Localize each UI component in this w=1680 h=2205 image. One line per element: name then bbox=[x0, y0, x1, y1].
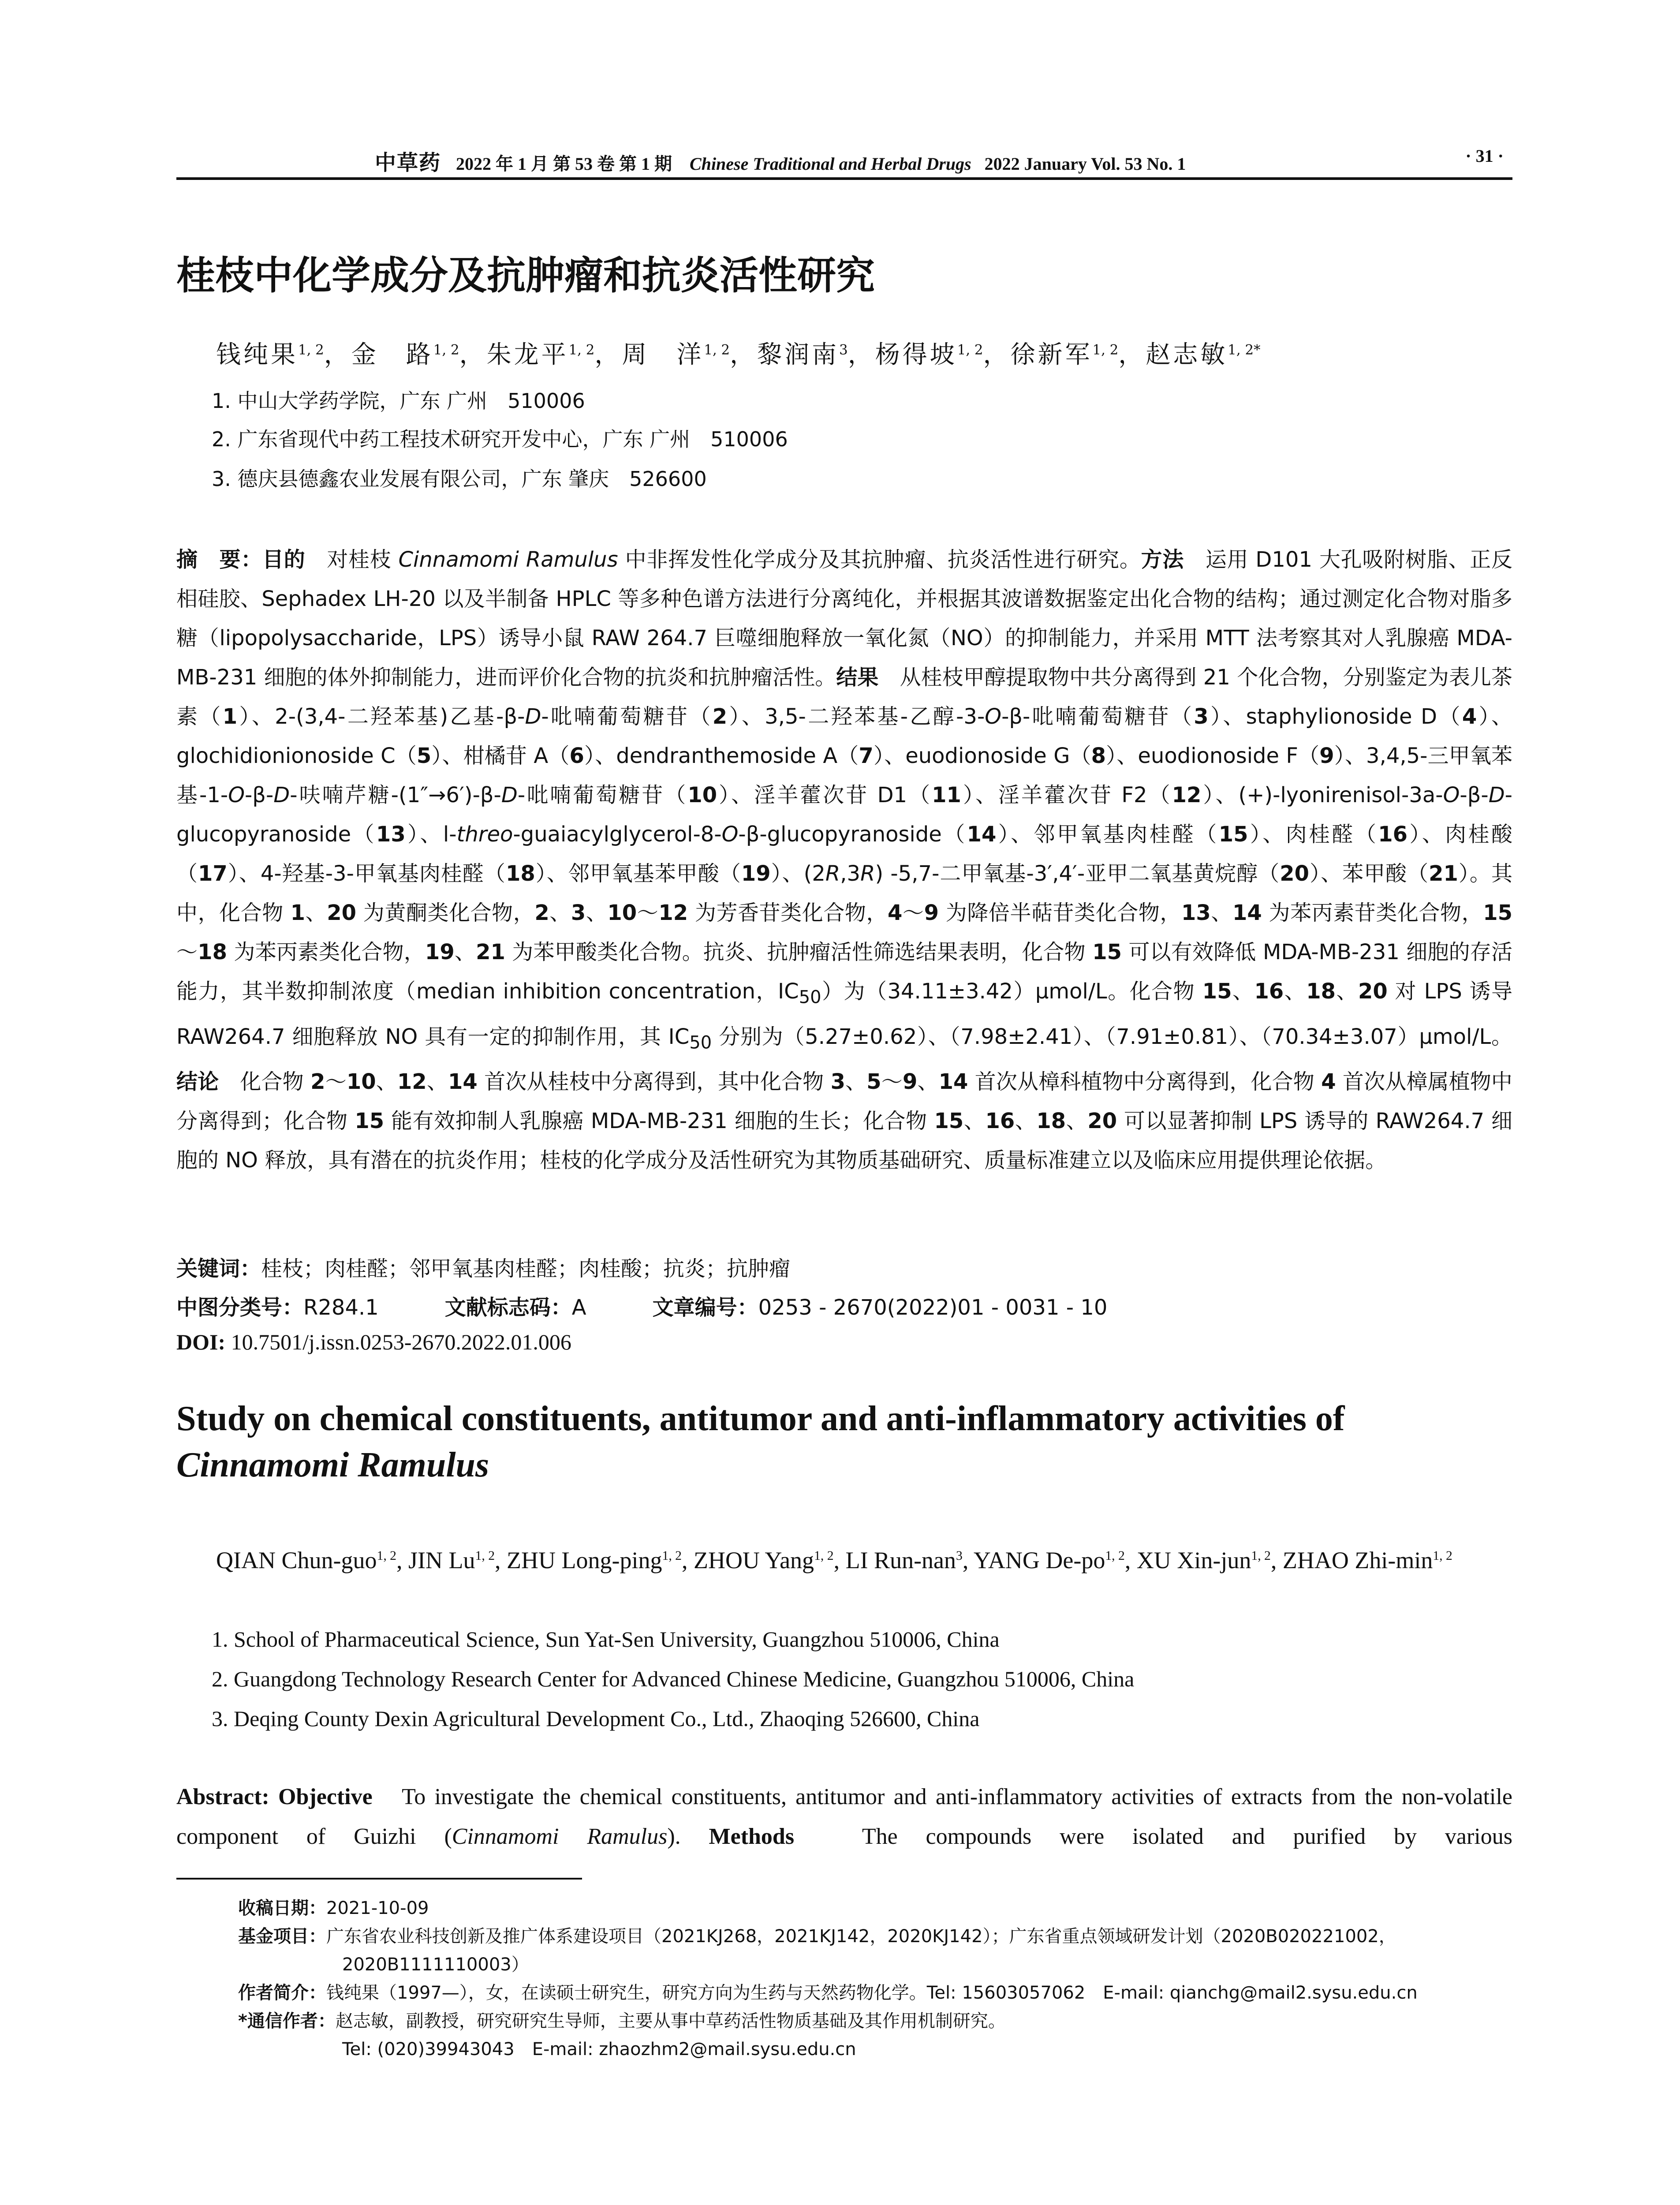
footnote-fund bbox=[238, 1922, 1512, 1951]
article-no-label: 文章编号： bbox=[652, 1295, 758, 1320]
en-abstract: Abstract: Objective To investigate the chemical constituents, antitumor and anti-inflammatory activities of extracts from the non-volatile component of Guizhi (Cinnamomi Ramulus). Methods The compounds were isolated and purified by various bbox=[176, 1784, 1512, 1849]
doc-code-label: 文献标志码： bbox=[444, 1295, 572, 1320]
journal-logo: 中草药 bbox=[375, 151, 441, 175]
page-title: 桂枝中化学成分及抗肿瘤和抗炎活性研究 bbox=[176, 253, 875, 298]
footnote-received bbox=[238, 1894, 1512, 1922]
keywords-label: 关键词： bbox=[176, 1256, 261, 1281]
footnote-text: 钱纯果（1997—），女，在读硕士研究生，研究方向为生药与天然药物化学。Tel: 15603057062 E-mail: qianchg@mail2.sysu.edu.cn bbox=[326, 1983, 1418, 2003]
en-affiliation: 2. Guangdong Technology Research Center for Advanced Chinese Medicine, Guangzhou 510006, China bbox=[212, 1667, 1135, 1691]
cn-keywords bbox=[176, 1252, 790, 1282]
footnote-fund-cont: 2020B1111110003） bbox=[342, 1955, 529, 1975]
header-left bbox=[375, 146, 1186, 176]
footnote-corresponding bbox=[238, 2007, 1512, 2035]
doc-code-value: A bbox=[571, 1295, 586, 1320]
cn-affiliation: 1. 中山大学药学院，广东 广州 510006 bbox=[212, 389, 585, 413]
header-issue-en: 2022 January Vol. 53 No. 1 bbox=[984, 154, 1186, 174]
footnote-label: *通信作者： bbox=[238, 2011, 336, 2031]
running-header bbox=[176, 142, 1512, 173]
cn-abstract: 摘 要：目的 对桂枝 Cinnamomi Ramulus 中非挥发性化学成分及其抗肿瘤、抗炎活性进行研究。方法 运用 D101 大孔吸附树脂、正反相硅胶、Sephadex LH-20 以及半制备 HPLC 等多种色谱方法进行分离纯化，并根据其波谱数据鉴定出化合物的结构；通过测定化合物对脂多糖（lipopolysaccharide，LPS）诱导小鼠 RAW 264.7 巨噬细胞释放一氧化氮（NO）的抑制能力，并采用 MTT 法考察其对人乳腺癌 MDA-MB-231 细胞的体外抑制能力，进而评价化合物的抗炎和抗肿瘤活性。结果 从桂枝甲醇提取物中共分离得到 21 个化合物，分别鉴定为表儿茶素（1）、2-(3,4-二羟苯基)乙基-β-D-吡喃葡萄糖苷（2）、3,5-二羟苯基-乙醇-3-O-β-吡喃葡萄糖苷（3）、staphylionoside D（4）、glochidionionoside C（5）、柑橘苷 A（6）、dendranthemoside A（7）、euodionoside G（8）、euodionoside F（9）、3,4,5-三甲氧苯基-1-O-β-D-呋喃芹糖-(1″→6′)-β-D-吡喃葡萄糖苷（10）、淫羊藿次苷 D1（11）、淫羊藿次苷 F2（12）、(+)-lyonirenisol-3a-O-β-D-glucopyranoside（13）、l-threo-guaiacylglycerol-8-O-β-glucopyranoside（14）、邻甲氧基肉桂醛（15）、肉桂醛（16）、肉桂酸（17）、4-羟基-3-甲氧基肉桂醛（18）、邻甲氧基苯甲酸（19）、(2R,3R) -5,7-二甲氧基-3′,4′-亚甲二氧基黄烷醇（20）、苯甲酸（21）。其中，化合物 1、20 为黄酮类化合物，2、3、10～12 为芳香苷类化合物，4～9 为降倍半萜苷类化合物，13、14 为苯丙素苷类化合物，15～18 为苯丙素类化合物，19、21 为苯甲酸类化合物。抗炎、抗肿瘤活性筛选结果表明，化合物 15 可以有效降低 MDA-MB-231 细胞的存活能力，其半数抑制浓度（median inhibition concentration，$IC_{50}$）为（34.11±3.42）μmol/L。化合物 15、16、18、20 对 LPS 诱导 RAW264.7 细胞释放 NO 具有一定的抑制作用，其 $IC_{50}$ 分别为（5.27±0.62）、（7.98±2.41）、（7.91±0.81）、（70.34±3.07）μmol/L。结论 化合物 2～10、12、14 首次从桂枝中分离得到，其中化合物 3、5～9、14 首次从樟科植物中分离得到，化合物 4 首次从樟属植物中分离得到；化合物 15 能有效抑制人乳腺癌 MDA-MB-231 细胞的生长；化合物 15、16、18、20 可以显著抑制 LPS 诱导的 RAW264.7 细胞的 NO 释放，具有潜在的抗炎作用；桂枝的化学成分及活性研究为其物质基础研究、质量标准建立以及临床应用提供理论依据。 bbox=[176, 547, 1512, 1173]
cn-classification bbox=[176, 1290, 1107, 1321]
en-affiliation: 1. School of Pharmaceutical Science, Sun Yat-Sen University, Guangzhou 510006, China bbox=[212, 1627, 1000, 1652]
footnote-label: 基金项目： bbox=[238, 1926, 326, 1947]
en-authors: QIAN Chun-guo$^{1, 2}$, JIN Lu$^{1, 2}$, ZHU Long-ping$^{1, 2}$, ZHOU Yang$^{1, 2}$, LI Run-nan$^3$, YANG De-po$^{1, 2}$, XU Xin-jun$^{1, 2}$, ZHAO Zhi-$\min^{1, 2}$ bbox=[216, 1547, 1452, 1573]
en-title bbox=[176, 1396, 1512, 1488]
en-affiliation: 3. Deqing County Dexin Agricultural Development Co., Ltd., Zhaoqing 526600, China bbox=[212, 1706, 980, 1731]
footnotes bbox=[238, 1894, 1512, 2063]
footnote-text: 广东省农业科技创新及推广体系建设项目（2021KJ268，2021KJ142，2020KJ142）；广东省重点领域研发计划（2020B020221002， bbox=[326, 1926, 1396, 1947]
page-number: · 31 · bbox=[1465, 146, 1504, 166]
cn-authors: 钱纯果$^{1, 2}$，金 路$^{1, 2}$，朱龙平$^{1, 2}$，周 洋$^{1, 2}$，黎润南$^3$，杨得坡$^{1, 2}$，徐新军$^{1, 2}$，赵志敏$^{1, 2*}$ bbox=[216, 340, 1261, 369]
header-journal-en: Chinese Traditional and Herbal Drugs bbox=[690, 154, 971, 174]
doi-line bbox=[176, 1329, 571, 1355]
cn-affiliation: 2. 广东省现代中药工程技术研究开发中心，广东 广州 510006 bbox=[212, 427, 788, 451]
doi-label: DOI: bbox=[176, 1330, 226, 1354]
header-rule bbox=[176, 177, 1512, 180]
footnote-text: 2021-10-09 bbox=[326, 1898, 429, 1918]
article-no-value: 0253 - 2670(2022)01 - 0031 - 10 bbox=[758, 1295, 1108, 1320]
doi-value: 10.7501/j.issn.0253-2670.2022.01.006 bbox=[231, 1330, 571, 1354]
header-issue-cn: 2022 年 1 月 第 53 卷 第 1 期 bbox=[456, 154, 672, 174]
clc-label: 中图分类号： bbox=[176, 1295, 304, 1320]
keywords-text: 桂枝；肉桂醛；邻甲氧基肉桂醛；肉桂酸；抗炎；抗肿瘤 bbox=[261, 1256, 791, 1281]
footnote-corr-contact: Tel: (020)39943043 E-mail: zhaozhm2@mail.sysu.edu.cn bbox=[342, 2039, 856, 2059]
footnote-label: 收稿日期： bbox=[238, 1898, 326, 1918]
en-title-line: Study on chemical constituents, antitumor and anti-inflammatory activities of bbox=[176, 1399, 1345, 1438]
footnote-bio bbox=[238, 1979, 1512, 2007]
footnote-rule bbox=[176, 1878, 582, 1880]
clc-value: R284.1 bbox=[303, 1295, 379, 1320]
footnote-text: 赵志敏，副教授，研究研究生导师，主要从事中草药活性物质基础及其作用机制研究。 bbox=[335, 2011, 1006, 2031]
cn-affiliation: 3. 德庆县德鑫农业发展有限公司，广东 肇庆 526600 bbox=[212, 467, 707, 491]
en-title-line: Cinnamomi Ramulus bbox=[176, 1446, 489, 1484]
footnote-label: 作者简介： bbox=[238, 1983, 326, 2003]
